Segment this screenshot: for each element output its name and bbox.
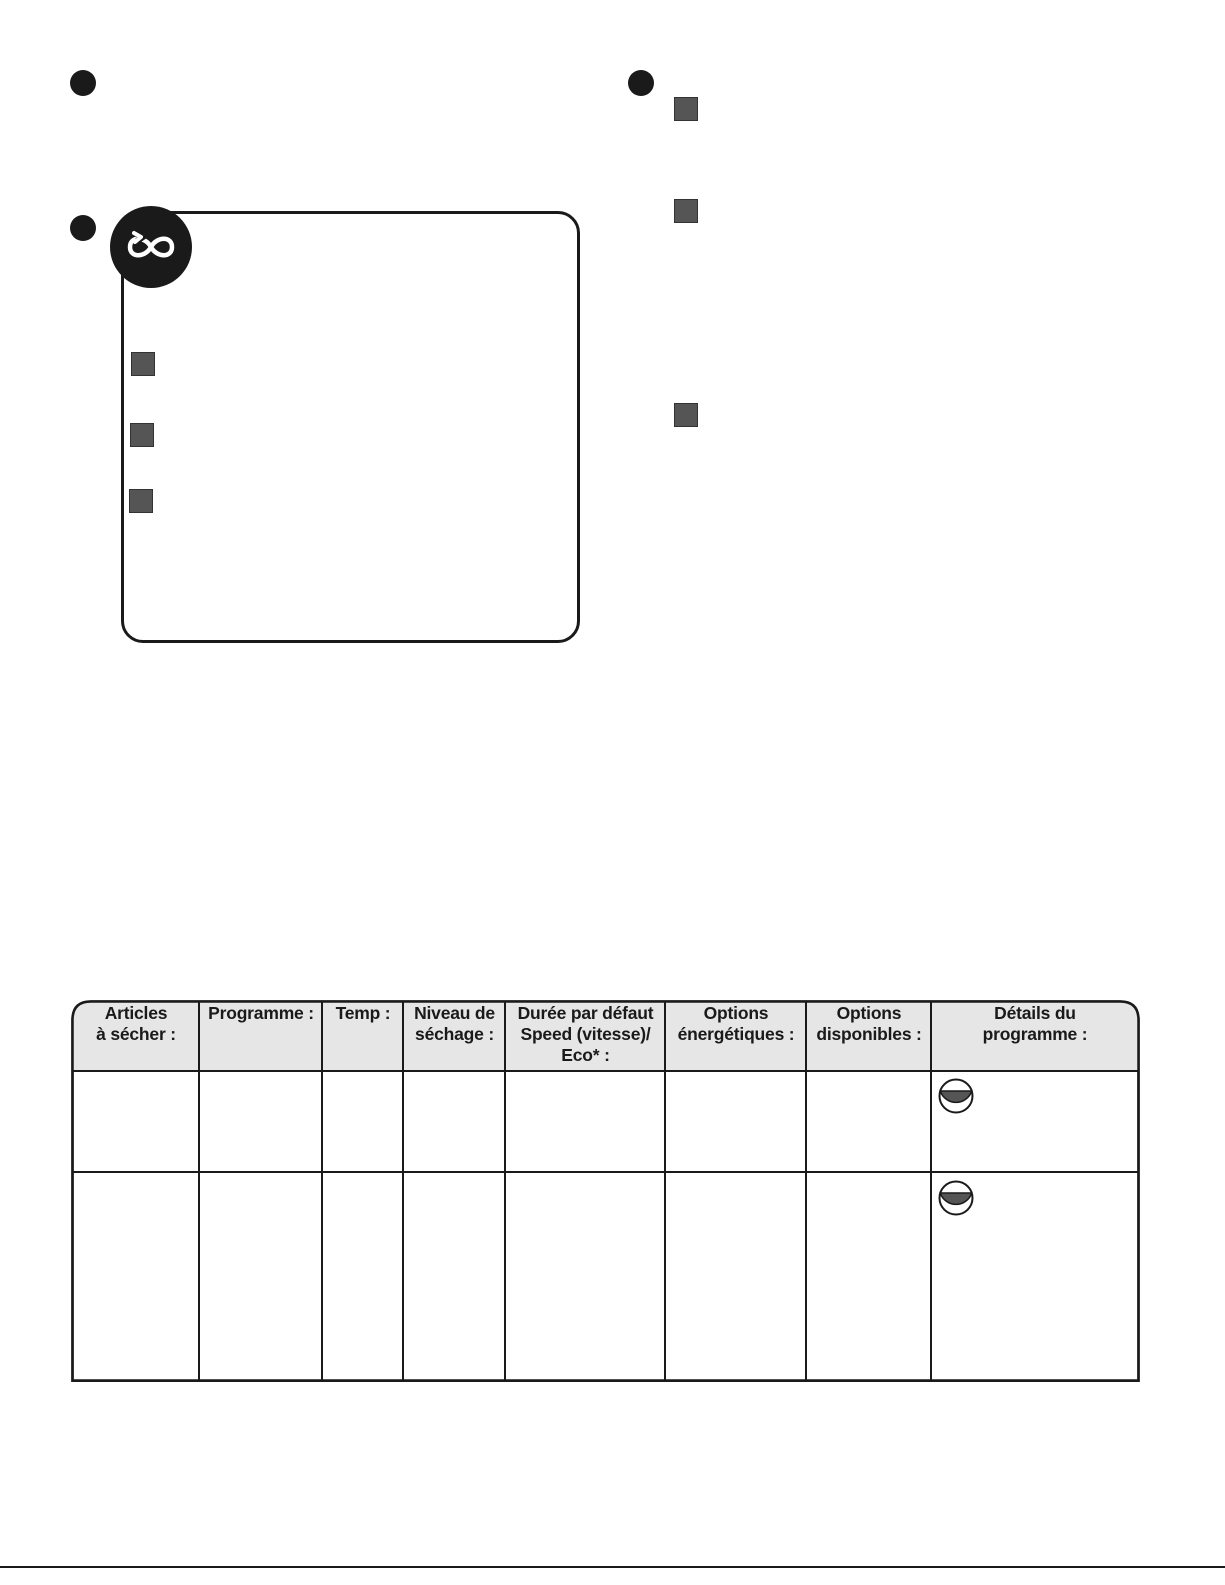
bullet-square-l1 <box>131 352 155 376</box>
bullet-square-r1 <box>674 97 698 121</box>
bullet-square-l3 <box>129 489 153 513</box>
page-bottom-rule <box>0 1566 1225 1568</box>
section-marker-2 <box>70 215 96 241</box>
bullet-square-r3 <box>674 403 698 427</box>
half-filled-circle-icon <box>938 1180 974 1216</box>
cycle-badge <box>110 206 192 288</box>
header-duree: Durée par défaut Speed (vitesse)/ Eco* : <box>517 1003 654 1065</box>
section-marker-1 <box>70 70 96 96</box>
header-details-programme: Détails du programme : <box>982 1003 1088 1044</box>
header-programme: Programme : <box>208 1003 314 1023</box>
bullet-square-l2 <box>130 423 154 447</box>
header-options-disponibles: Options disponibles : <box>816 1003 922 1044</box>
header-articles: Articles à sécher : <box>96 1003 176 1044</box>
infinity-cycle-icon <box>110 206 192 288</box>
half-filled-circle-icon <box>938 1078 974 1114</box>
section-marker-3 <box>628 70 654 96</box>
header-options-energetiques: Options énergétiques : <box>677 1003 795 1044</box>
header-niveau-sechage: Niveau de séchage : <box>414 1003 495 1044</box>
header-temp: Temp : <box>335 1003 391 1023</box>
bullet-square-r2 <box>674 199 698 223</box>
